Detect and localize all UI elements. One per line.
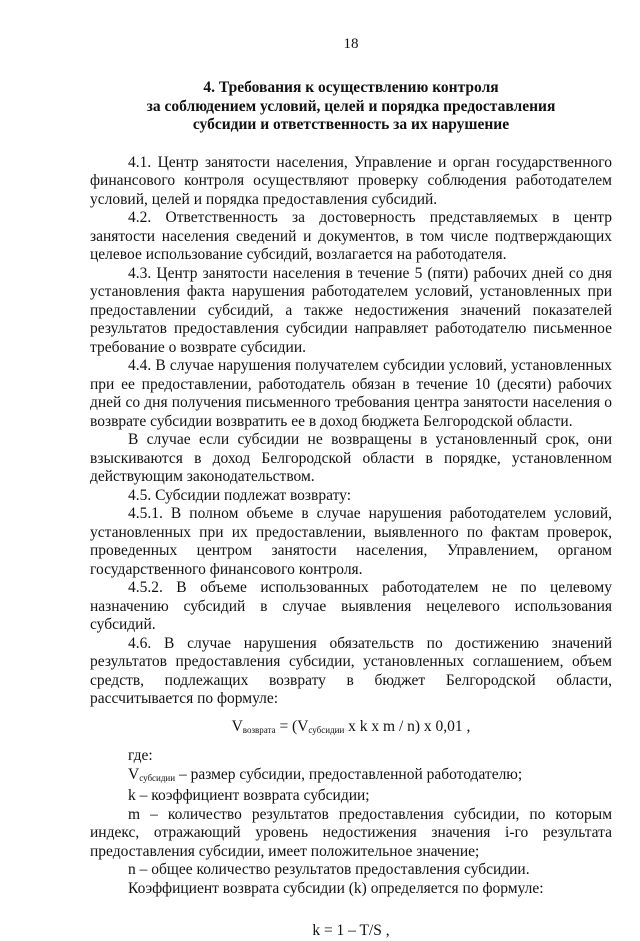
paragraph-4-5-1: 4.5.1. В полном объеме в случае нарушения работодателем условий, установленных при их предоставлении, выявленного по фактам проверок, проведенных центром занятости населения, Управлением, органом государственного финансового контроля.: [90, 505, 612, 578]
heading-line-3: субсидии и ответственность за их нарушение: [192, 116, 510, 133]
paragraph-4-5: 4.5. Субсидии подлежат возврату:: [128, 486, 352, 504]
paragraph-4-4-recovery: В случае если субсидии не возвращены в установленный срок, они взыскиваются в доход Белгородской области в порядке, установленном действующим законодательством.: [90, 431, 612, 485]
def-v-text: – размер субсидии, предоставленной работодателю;: [175, 765, 523, 783]
definition-m: m – количество результатов предоставления субсидии, по которым индекс, отражающий уровень недостижения значения i-го результата предоставления субсидии, имеет положительное значение;: [90, 805, 612, 860]
section-heading: [90, 79, 612, 135]
formula-eq-open: = (V: [275, 717, 309, 735]
formula-v-subscript: возврата: [242, 724, 276, 735]
paragraph-4-3: 4.3. Центр занятости населения в течение 5 (пяти) рабочих дней со дня установления факта нарушения работодателем условий, установленных при предоставлении субсидий, а также недостижения значений показателей результатов предоставления субсидии направляет работодателю письменное требование о возврате субсидии.: [90, 264, 612, 356]
def-v: V: [128, 765, 140, 783]
page-number: 18: [343, 36, 359, 52]
formula-rest: x k x m / n) x 0,01 ,: [344, 717, 471, 735]
coefficient-intro: Коэффициент возврата субсидии (k) определяется по формуле:: [128, 879, 544, 897]
definition-k: k – коэффициент возврата субсидии;: [128, 787, 370, 804]
return-formula: [90, 718, 612, 740]
paragraph-4-2: 4.2. Ответственность за достоверность представляемых в центр занятости населения сведений и документов, в том числе подтверждающих целевое использование субсидий, возлагается на работодателя.: [90, 209, 612, 263]
formula-v: V: [231, 717, 243, 735]
where-label: где:: [128, 747, 153, 764]
paragraph-4-4: 4.4. В случае нарушения получателем субсидии условий, установленных при ее предоставлении, работодатель обязан в течение 10 (десяти) рабочих дней со дня получения письменного требования центра занятости населения о возврате субсидии возвратить ее в доход бюджета Белгородской области.: [90, 357, 612, 430]
definition-v-subsidy: [90, 766, 612, 788]
coefficient-formula: k = 1 – T/S ,: [312, 922, 390, 939]
definition-n: n – общее количество результатов предоставления субсидии.: [128, 861, 530, 878]
def-v-subscript: субсидии: [139, 772, 176, 783]
formula-inner-subscript: субсидии: [308, 724, 345, 735]
heading-line-1: 4. Требования к осуществлению контроля: [203, 79, 499, 96]
paragraph-4-6: 4.6. В случае нарушения обязательств по достижению значений результатов предоставления субсидии, установленных соглашением, объем средств, подлежащих возврату в бюджет Белгородской области, рассчитывается по формуле:: [90, 634, 612, 707]
heading-line-2: за соблюдением условий, целей и порядка предоставления: [146, 97, 556, 115]
paragraph-4-1: 4.1. Центр занятости населения, Управление и орган государственного финансового контроля осуществляют проверку соблюдения работодателем условий, целей и порядка предоставления субсидий.: [90, 153, 612, 208]
paragraph-4-5-2: 4.5.2. В объеме использованных работодателем не по целевому назначению субсидий в случае выявления нецелевого использования субсидий.: [90, 579, 612, 633]
